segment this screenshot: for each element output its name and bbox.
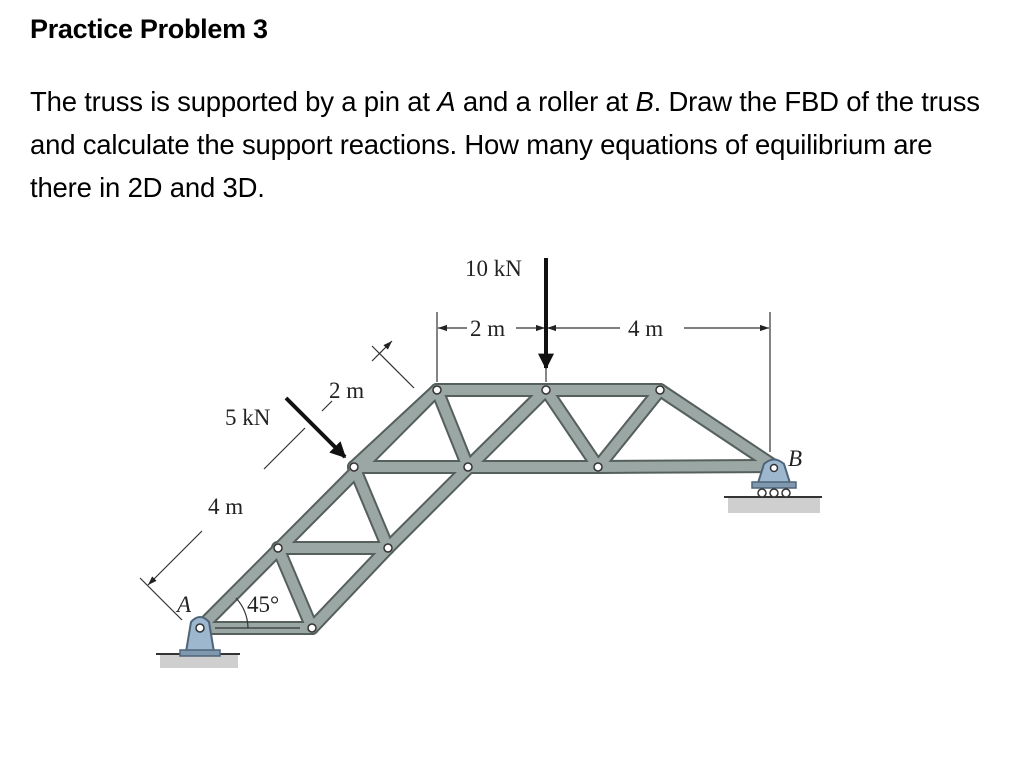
member-LB [660, 390, 774, 466]
joint-I [542, 386, 550, 394]
joint-G [464, 463, 472, 471]
problem-text-2: and a roller at [455, 86, 636, 117]
joint-C [308, 624, 316, 632]
load-10kn-label: 10 kN [465, 256, 522, 281]
problem-text-1: The truss is supported by a pin at [30, 86, 438, 117]
angle-label: 45° [247, 592, 280, 617]
page-title: Practice Problem 3 [30, 14, 268, 44]
joint-D [274, 544, 282, 552]
member-HG [437, 390, 468, 467]
joint-E [384, 544, 392, 552]
member-KL [598, 390, 660, 467]
joint-F [350, 463, 358, 471]
support-b-label: B [788, 446, 803, 471]
dim-4m-top-label: 4 m [628, 316, 664, 341]
dim-4m-incline-label: 4 m [208, 494, 244, 519]
problem-text-3: . Draw the FBD of the truss and calculate the support reactions. How many equations of equilibrium are there in 2D and 3D. [30, 86, 980, 203]
support-a-label: A [177, 592, 192, 617]
member-FH [354, 390, 437, 467]
truss-members [200, 390, 774, 628]
member-KB [598, 466, 774, 467]
member-CD [278, 548, 312, 628]
member-CE [312, 548, 388, 628]
dim-2m-top-label: 2 m [470, 316, 506, 341]
member-IK [546, 390, 598, 467]
joint-K [594, 463, 602, 471]
support-b-ref: B [635, 86, 654, 117]
joint-H [433, 386, 441, 394]
truss-joints [274, 386, 664, 632]
member-EF [354, 467, 388, 548]
dim-2m-incline-label: 2 m [329, 378, 365, 403]
ground-b [724, 497, 822, 513]
support-a-ref: A [437, 86, 456, 117]
load-5kn-label: 5 kN [225, 405, 271, 430]
joint-L [656, 386, 664, 394]
load-5kn-arrow [286, 398, 345, 457]
member-GI [468, 390, 546, 467]
